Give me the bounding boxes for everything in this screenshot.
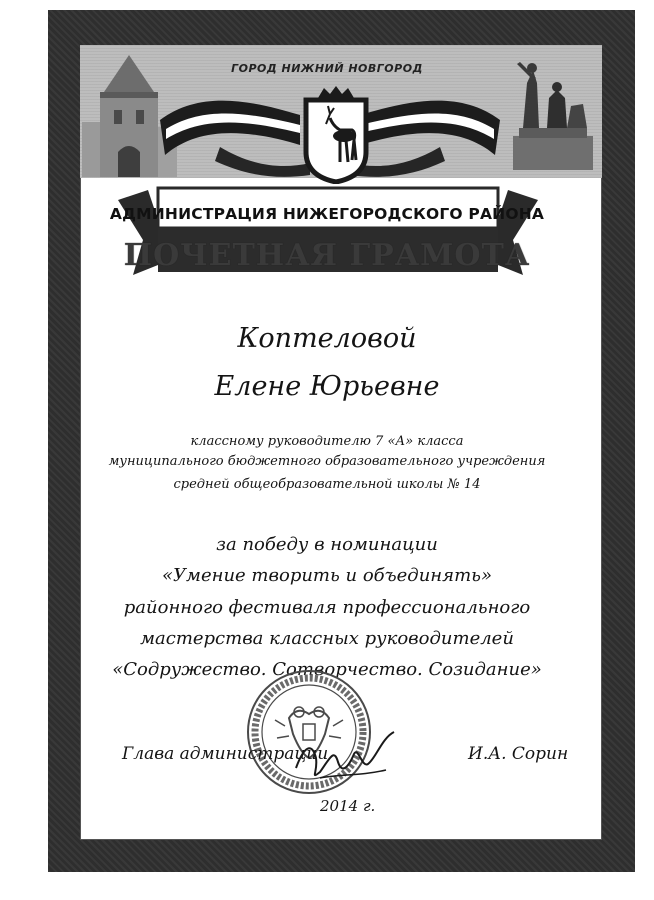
recipient-given-names: Елене Юрьевне (214, 371, 440, 402)
award-line: мастерства классных руководителей (140, 628, 514, 649)
award-nomination: «Умение творить и объединять» (162, 565, 492, 586)
signatory-role: Глава администрации (122, 744, 329, 764)
administration-title: АДМИНИСТРАЦИЯ НИЖЕГОРОДСКОГО РАЙОНА (109, 205, 545, 223)
document-title: ПОЧЕТНАЯ ГРАМОТА (123, 238, 531, 273)
city-label: ГОРОД НИЖНИЙ НОВГОРОД (231, 62, 423, 75)
signatory-name: И.А. Сорин (468, 744, 569, 764)
issue-year: 2014 г. (320, 797, 376, 815)
position-line: классному руководителю 7 «А» класса (190, 434, 464, 449)
position-line: средней общеобразовательной школы № 14 (173, 477, 481, 492)
festival-name: «Содружество. Сотворчество. Созидание» (112, 659, 542, 680)
handwritten-signature (290, 728, 400, 788)
recipient-surname: Коптеловой (237, 323, 417, 354)
award-line: районного фестиваля профессионального (123, 597, 531, 618)
position-line: муниципального бюджетного образовательного учреждения (108, 454, 546, 469)
award-line: за победу в номинации (216, 534, 438, 555)
nizhny-novgorod-crest-icon (300, 84, 372, 184)
